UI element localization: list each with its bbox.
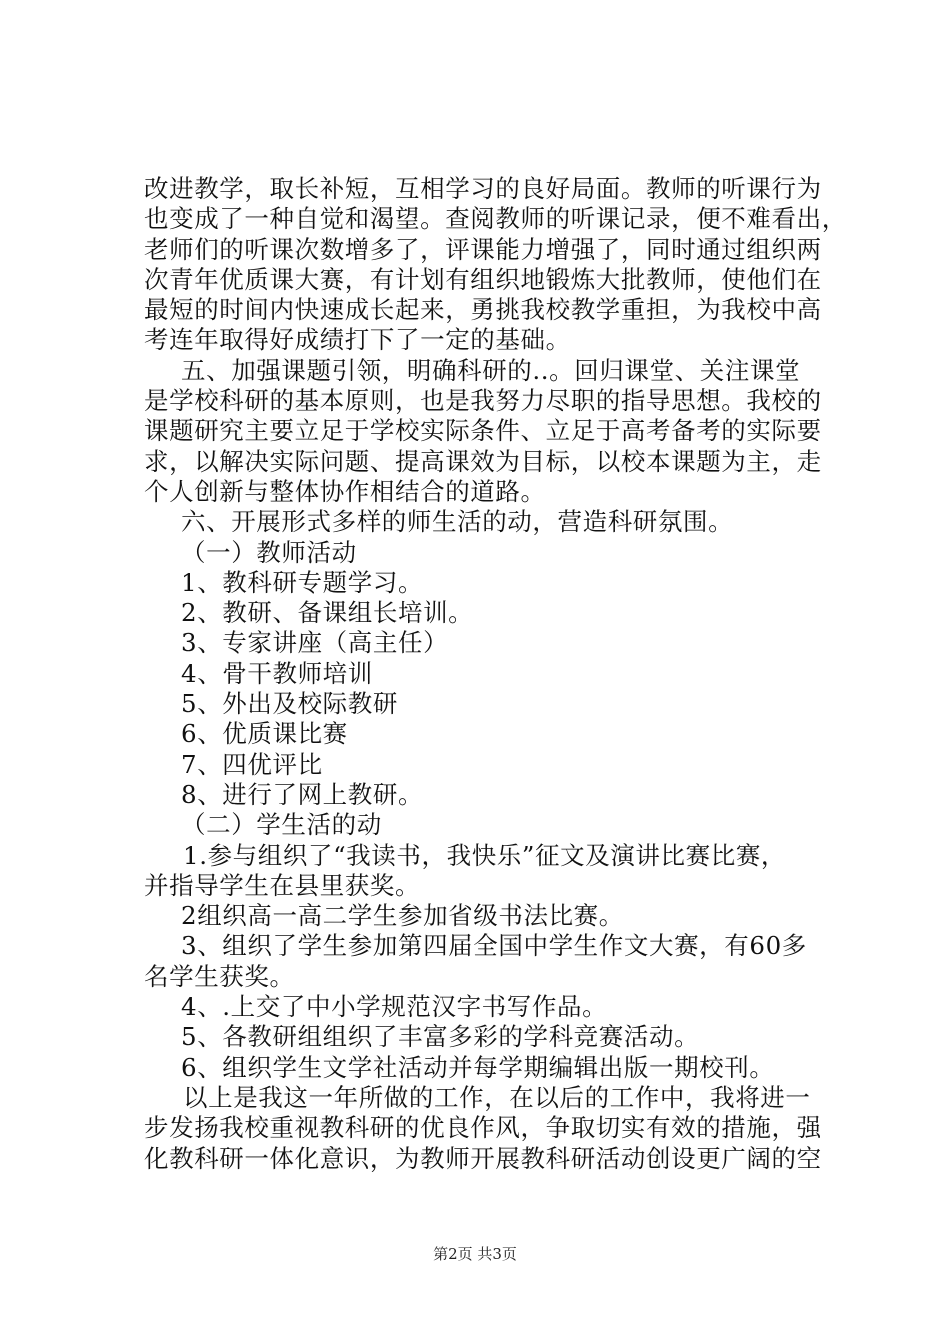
body-line: 求，以解决实际问题、提高课效为目标，以校本课题为主，走 [144, 446, 822, 476]
list-item: 3、专家讲座（高主任） [181, 628, 449, 658]
list-item: 1、教科研专题学习。 [181, 567, 424, 597]
body-line: 是学校科研的基本原则，也是我努力尽职的指导思想。我校的 [144, 386, 822, 416]
body-line: 考连年取得好成绩打下了一定的基础。 [144, 325, 571, 355]
body-line: 也变成了一种自觉和渴望。查阅教师的听课记录，便不难看出， [144, 204, 847, 234]
document-body [144, 174, 847, 1174]
body-line: 步发扬我校重视教科研的优良作风，争取切实有效的措施，强 [144, 1113, 822, 1143]
list-item: 6、组织学生文学社活动并每学期编辑出版一期校刊。 [181, 1052, 775, 1082]
body-line: 名学生获奖。 [144, 961, 295, 991]
list-item: 3、组织了学生参加第四届全国中学生作文大赛，有60多 [181, 931, 807, 961]
list-item: 4、.上交了中小学规范汉字书写作品。 [181, 992, 608, 1022]
body-line: 化教科研一体化意识，为教师开展教科研活动创设更广阔的空 [144, 1143, 822, 1173]
body-line: 课题研究主要立足于学校实际条件、立足于高考备考的实际要 [144, 416, 822, 446]
subsection-teacher-activities: （一）教师活动 [181, 537, 357, 567]
list-item: 6、优质课比赛 [181, 719, 348, 749]
body-line: 最短的时间内快速成长起来，勇挑我校教学重担，为我校中高 [144, 295, 822, 325]
subsection-student-activities: （二）学生活的动 [181, 810, 382, 840]
list-item: 2组织高一高二学生参加省级书法比赛。 [181, 901, 624, 931]
page-number-footer: 第2页 共3页 [433, 1245, 517, 1263]
body-line: 改进教学，取长补短，互相学习的良好局面。教师的听课行为 [144, 174, 822, 203]
body-line: 老师们的听课次数增多了，评课能力增强了，同时通过组织两 [144, 234, 822, 264]
body-line: 并指导学生在县里获奖。 [144, 870, 421, 900]
list-item: 2、教研、备课组长培训。 [181, 598, 474, 628]
list-item: 1.参与组织了“我读书，我快乐”征文及演讲比赛比赛， [183, 840, 787, 870]
closing-paragraph-line: 以上是我这一年所做的工作，在以后的工作中，我将进一 [183, 1082, 811, 1112]
list-item: 7、四优评比 [181, 749, 323, 779]
list-item: 5、外出及校际教研 [181, 689, 398, 719]
body-line: 个人创新与整体协作相结合的道路。 [144, 476, 546, 506]
body-line: 次青年优质课大赛，有计划有组织地锻炼大批教师，使他们在 [144, 264, 822, 294]
list-item: 5、各教研组组织了丰富多彩的学科竞赛活动。 [181, 1022, 700, 1052]
section-heading-five: 五、加强课题引领，明确科研的..。回归课堂、关注课堂 [181, 355, 801, 385]
list-item: 8、进行了网上教研。 [181, 779, 424, 809]
list-item: 4、骨干教师培训 [181, 658, 373, 688]
section-heading-six: 六、开展形式多样的师生活的动，营造科研氛围。 [181, 507, 734, 537]
